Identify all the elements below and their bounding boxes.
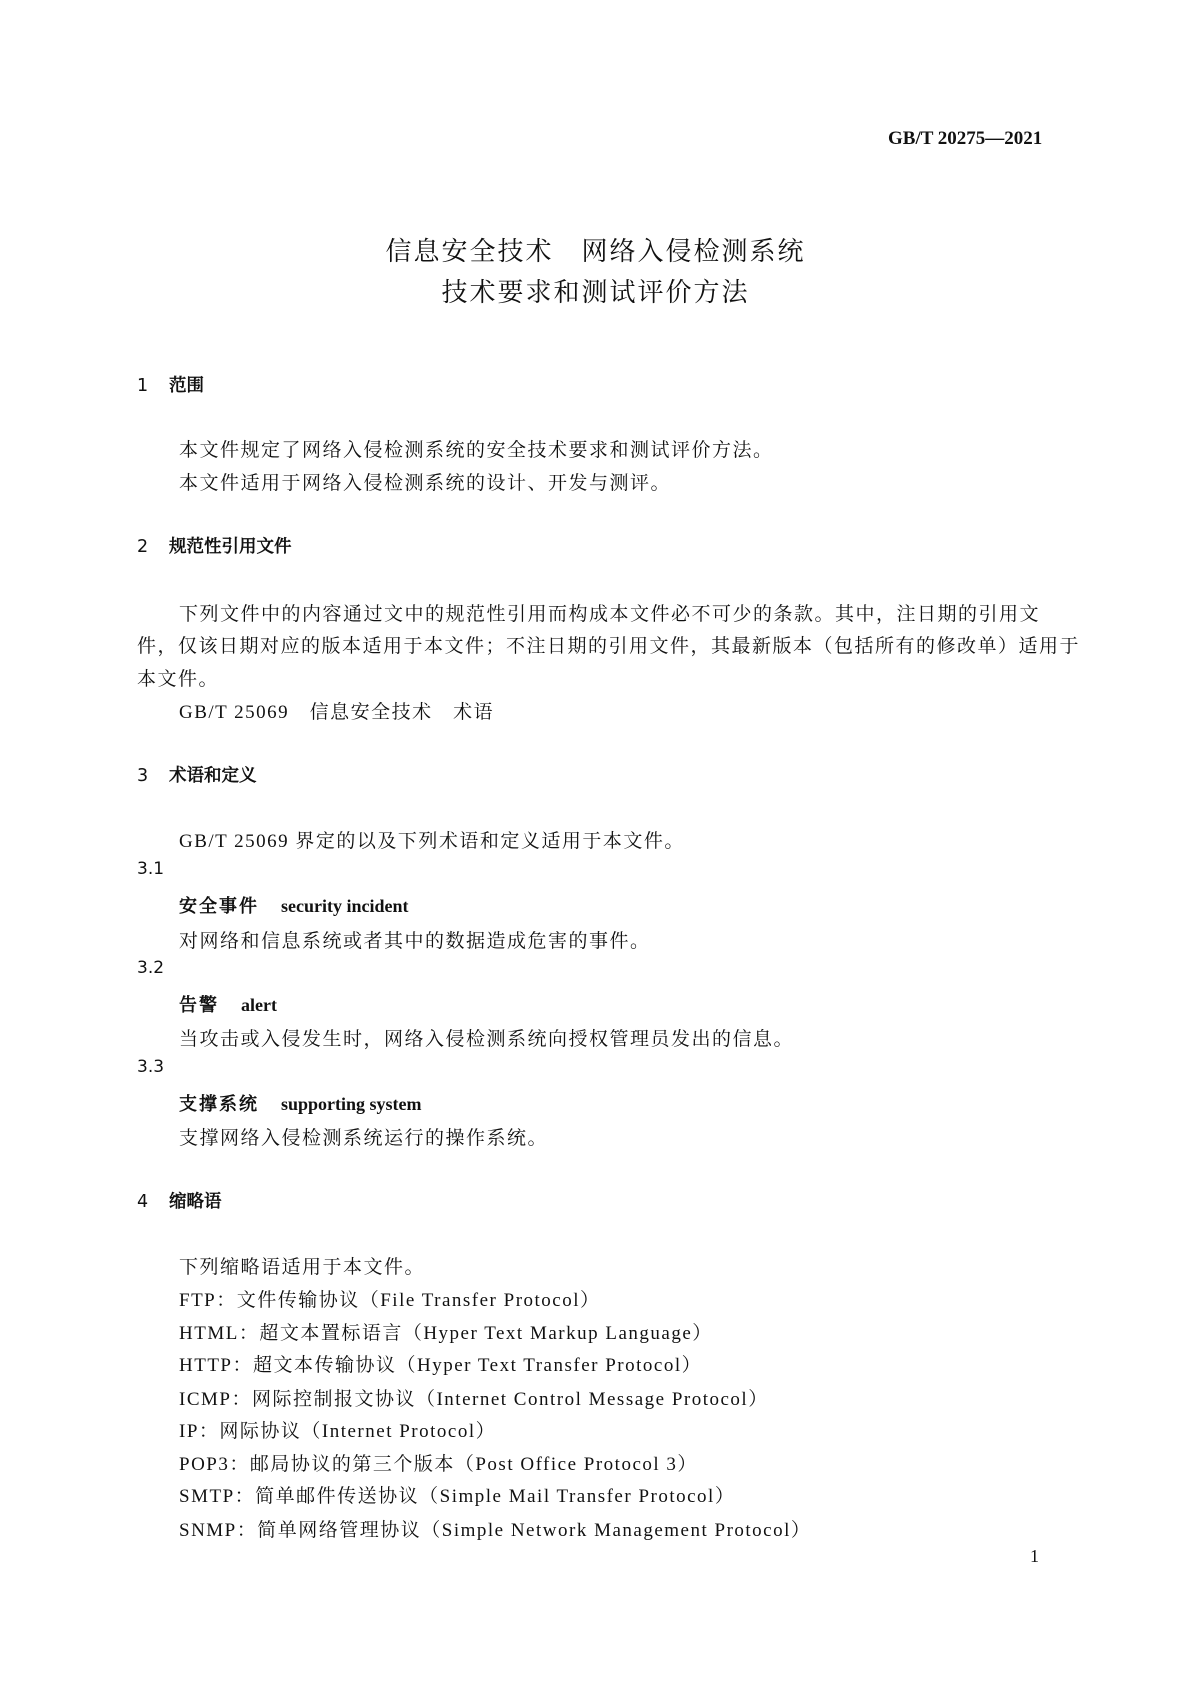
term-definition: 对网络和信息系统或者其中的数据造成危害的事件。 bbox=[179, 931, 651, 952]
term-definition: 支撑网络入侵检测系统运行的操作系统。 bbox=[179, 1128, 549, 1149]
term-number: 3.2 bbox=[137, 958, 165, 978]
paragraph-line: 本文件。 bbox=[137, 669, 220, 690]
term-zh: 支撑系统 bbox=[179, 1094, 259, 1115]
abbreviation-item: HTML：超文本置标语言（Hyper Text Markup Language） bbox=[179, 1323, 713, 1344]
document-title-line-2: 技术要求和测试评价方法 bbox=[441, 278, 750, 308]
paragraph-line: 件，仅该日期对应的版本适用于本文件；不注日期的引用文件，其最新版本（包括所有的修改单）适用于 bbox=[137, 636, 1081, 657]
section-number: 1 bbox=[137, 376, 149, 396]
term-en: security incident bbox=[281, 896, 409, 916]
term-zh: 安全事件 bbox=[179, 896, 259, 917]
abbreviation-item: FTP：文件传输协议（File Transfer Protocol） bbox=[179, 1290, 601, 1311]
paragraph: GB/T 25069 界定的以及下列术语和定义适用于本文件。 bbox=[179, 831, 685, 852]
abbreviation-item: SMTP：简单邮件传送协议（Simple Mail Transfer Protocol） bbox=[179, 1486, 736, 1507]
section-number: 3 bbox=[137, 766, 149, 786]
section-title: 术语和定义 bbox=[169, 766, 257, 786]
term-number: 3.1 bbox=[137, 859, 165, 879]
paragraph-line: 下列文件中的内容通过文中的规范性引用而构成本文件必不可少的条款。其中，注日期的引用文 bbox=[179, 604, 1041, 625]
term-heading bbox=[179, 991, 277, 1017]
term-definition: 当攻击或入侵发生时，网络入侵检测系统向授权管理员发出的信息。 bbox=[179, 1029, 795, 1050]
term-heading bbox=[179, 1090, 422, 1116]
paragraph: 下列缩略语适用于本文件。 bbox=[179, 1257, 426, 1278]
section-heading-1 bbox=[137, 372, 204, 397]
document-title-line-1: 信息安全技术 网络入侵检测系统 bbox=[385, 237, 806, 267]
abbreviation-item: SNMP：简单网络管理协议（Simple Network Management Protocol） bbox=[179, 1520, 812, 1541]
term-en: alert bbox=[241, 995, 277, 1015]
standard-number: GB/T 20275—2021 bbox=[888, 128, 1043, 149]
abbreviation-item: ICMP：网际控制报文协议（Internet Control Message Protocol） bbox=[179, 1389, 769, 1410]
paragraph: 本文件规定了网络入侵检测系统的安全技术要求和测试评价方法。 bbox=[179, 440, 774, 461]
paragraph: 本文件适用于网络入侵检测系统的设计、开发与测评。 bbox=[179, 473, 672, 494]
abbreviation-item: IP：网际协议（Internet Protocol） bbox=[179, 1421, 497, 1442]
section-heading-4 bbox=[137, 1188, 222, 1213]
section-heading-2 bbox=[137, 533, 292, 558]
term-zh: 告警 bbox=[179, 995, 219, 1016]
term-number: 3.3 bbox=[137, 1057, 165, 1077]
section-title: 范围 bbox=[169, 376, 204, 396]
page-number: 1 bbox=[1030, 1546, 1039, 1566]
abbreviation-item: HTTP：超文本传输协议（Hyper Text Transfer Protocol） bbox=[179, 1355, 703, 1376]
section-number: 4 bbox=[137, 1192, 149, 1212]
section-heading-3 bbox=[137, 762, 257, 787]
term-heading bbox=[179, 892, 409, 918]
term-en: supporting system bbox=[281, 1094, 422, 1114]
abbreviation-item: POP3：邮局协议的第三个版本（Post Office Protocol 3） bbox=[179, 1454, 698, 1475]
section-number: 2 bbox=[137, 537, 149, 557]
normative-reference: GB/T 25069 信息安全技术 术语 bbox=[179, 702, 495, 723]
section-title: 缩略语 bbox=[169, 1192, 222, 1212]
section-title: 规范性引用文件 bbox=[169, 537, 292, 557]
